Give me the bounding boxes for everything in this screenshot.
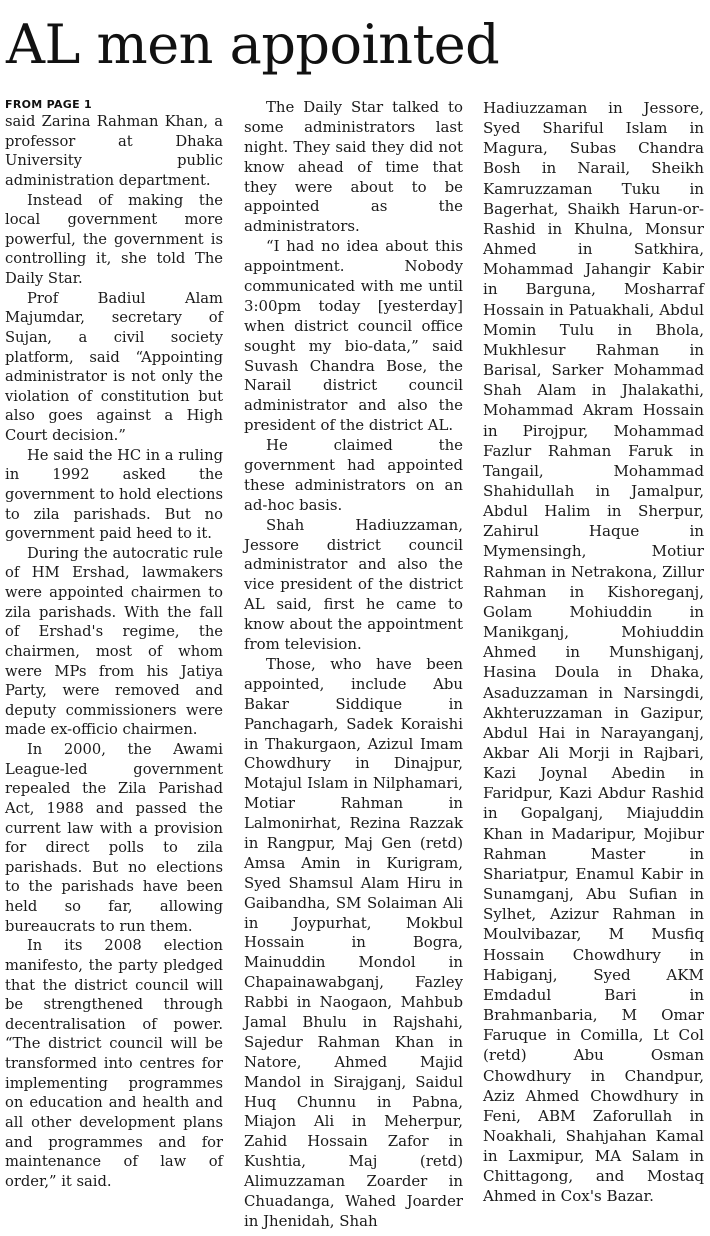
- paragraph: The Daily Star talked to some administrators last night. They said they did not know ahead of time that they were about to be appointed as the administrators.: [244, 98, 463, 236]
- paragraph: In its 2008 election manifesto, the party pledged that the district council will be strengthened through decentralisation of power. “The district council will be transformed into centres for implementing programmes on education and health and all other development plans and programmes and for maintenance of law of order,” it said.: [5, 937, 223, 1190]
- paragraph: Hadiuzzaman in Jessore, Syed Shariful Islam in Magura, Subas Chandra Bosh in Narail, Sheikh Kamruzzaman Tuku in Bagerhat, Shaikh Harun-or-Rashid in Khulna, Monsur Ahmed in Satkhira, Mohammad Jahangir Kabir in Barguna, Mosharraf Hossain in Patuakhali, Abdul Momin Tulu in Bhola, Mukhlesur Rahman in Barisal, Sarker Mohammad Shah Alam in Jhalakathi, Mohammad Akram Hossain in Pirojpur, Mohammad Fazlur Rahman Faruk in Tangail, Mohammad Shahidullah in Jamalpur, Abdul Halim in Sherpur, Zahirul Haque in Mymensingh, Motiur Rahman in Netrakona, Zillur Rahman in Kishoreganj, Golam Mohiuddin in Manikganj, Mohiuddin Ahmed in Munshiganj, Hasina Doula in Dhaka, Asaduzzaman in Narsingdi, Akhteruzzaman in Gazipur, Abdul Hai in Narayanganj, Akbar Ali Morji in Rajbari, Kazi Joynal Abedin in Faridpur, Kazi Abdur Rashid in Gopalganj, Miajuddin Khan in Madaripur, Mojibur Rahman Master in Shariatpur, Enamul Kabir in Sunamganj, Abu Sufian in Sylhet, Azizur Rahman in Moulvibazar, M Musfiq Hossain Chowdhury in Habiganj, Syed AKM Emdadul Bari in Brahmanbaria, M Omar Faruque in Comilla, Lt Col (retd) Abu Osman Chowdhury in Chandpur, Aziz Ahmed Chowdhury in Feni, ABM Zaforullah in Noakhali, Shahjahan Kamal in Laxmipur, MA Salam in Chittagong, and Mostaq Ahmed in Cox's Bazar.: [483, 99, 704, 1206]
- paragraph: He said the HC in a ruling in 1992 asked the government to hold elections to zila parishads. But no government paid heed to it.: [5, 446, 223, 543]
- column-1: [5, 98, 223, 1191]
- paragraph: “I had no idea about this appointment. Nobody communicated with me until 3:00pm today [yesterday] when district council office sought my bio-data,” said Suvash Chandra Bose, the Narail district council administrator and also the president of the district AL.: [244, 237, 463, 435]
- headline: AL men appointed: [6, 13, 500, 76]
- paragraph: He claimed the government had appointed these administrators on an ad-hoc basis.: [244, 436, 463, 514]
- paragraph: Shah Hadiuzzaman, Jessore district council administrator and also the vice president of the district AL said, first he came to know about the appointment from television.: [244, 515, 463, 654]
- paragraph: said Zarina Rahman Khan, a professor at Dhaka University public administration department.: [5, 113, 223, 189]
- paragraph: Prof Badiul Alam Majumdar, secretary of Sujan, a civil society platform, said “Appointing administrator is not only the violation of constitution but also goes against a High Court decision.”: [5, 289, 223, 444]
- paragraph: During the autocratic rule of HM Ershad, lawmakers were appointed chairmen to zila parishads. With the fall of Ershad's regime, the chairmen, most of whom were MPs from his Jatiya Party, were removed and deputy commissioners were made ex-officio chairmen.: [5, 544, 223, 739]
- column-2: [244, 98, 463, 1232]
- column-3: [483, 98, 704, 1207]
- kicker-from-page-1: FROM PAGE 1: [5, 98, 93, 111]
- paragraph: In 2000, the Awami League-led government repealed the Zila Parishad Act, 1988 and passed the current law with a provision for direct polls to zila parishads. But no elections to the parishads have been held so far, allowing bureaucrats to run them.: [5, 741, 223, 935]
- paragraph: Those, who have been appointed, include Abu Bakar Siddique in Panchagarh, Sadek Koraishi in Thakurgaon, Azizul Imam Chowdhury in Dinajpur, Motajul Islam in Nilphamari, Motiar Rahman in Lalmonirhat, Rezina Razzak in Rangpur, Maj Gen (retd) Amsa Amin in Kurigram, Syed Shamsul Alam Hiru in Gaibandha, SM Solaiman Ali in Joypurhat, Mokbul Hossain in Bogra, Mainuddin Mondol in Chapainawabganj, Fazley Rabbi in Naogaon, Mahbub Jamal Bhulu in Rajshahi, Sajedur Rahman Khan in Natore, Ahmed Majid Mandol in Sirajganj, Saidul Huq Chunnu in Pabna, Miajon Ali in Meherpur, Zahid Hossain Zafor in Kushtia, Maj (retd) Alimuzzaman Zoarder in Chuadanga, Wahed Joarder in Jhenidah, Shah: [244, 654, 463, 1230]
- paragraph: Instead of making the local government more powerful, the government is controlling it, she told The Daily Star.: [5, 191, 223, 287]
